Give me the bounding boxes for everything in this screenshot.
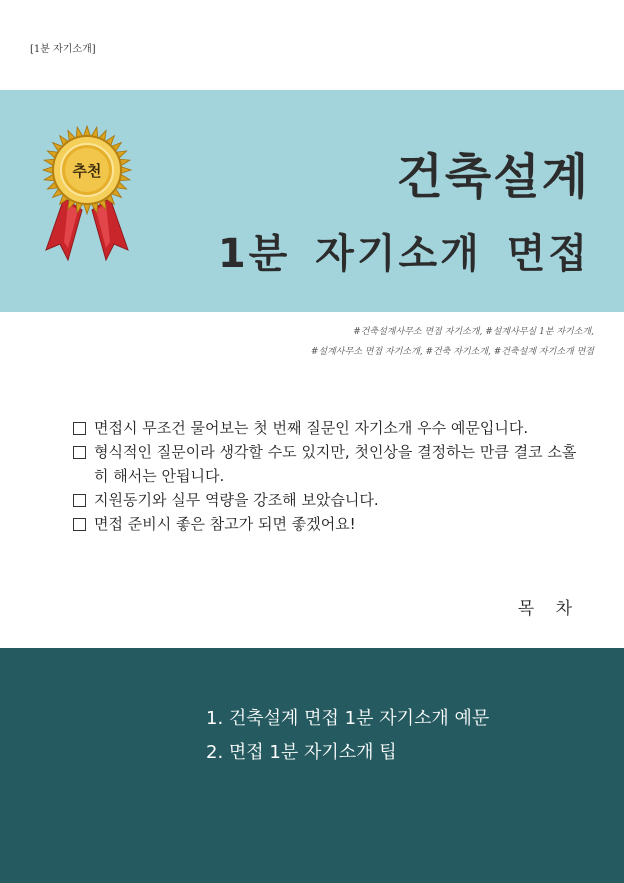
document-title: 건축설계 bbox=[396, 149, 590, 205]
hashtag-block bbox=[174, 322, 594, 362]
medal-label: 추천 bbox=[72, 162, 102, 180]
checklist-item bbox=[72, 488, 582, 512]
checklist-item-text: 형식적인 질문이라 생각할 수도 있지만, 첫인상을 결정하는 만큼 결코 소홀히 해서는 안됩니다. bbox=[94, 443, 577, 485]
document-tag: [1분 자기소개] bbox=[30, 44, 96, 55]
checklist-item-text: 면접 준비시 좋은 참고가 되면 좋겠어요! bbox=[94, 515, 356, 533]
toc-list bbox=[206, 702, 489, 770]
checklist-item-text: 면접시 무조건 물어보는 첫 번째 질문인 자기소개 우수 예문입니다. bbox=[94, 419, 529, 437]
checklist-item-text: 지원동기와 실무 역량을 강조해 보았습니다. bbox=[94, 491, 379, 509]
document-subtitle: 1분 자기소개 면접 bbox=[217, 231, 590, 277]
checkbox-icon bbox=[73, 494, 86, 507]
checkbox-icon bbox=[73, 446, 86, 459]
checklist-item bbox=[72, 416, 582, 440]
checklist-item bbox=[72, 440, 582, 488]
toc-item[interactable]: 1. 건축설계 면접 1분 자기소개 예문 bbox=[206, 708, 490, 729]
recommend-medal-icon bbox=[34, 118, 140, 268]
toc-heading: 목 차 bbox=[517, 599, 580, 619]
summary-checklist bbox=[72, 416, 582, 536]
checkbox-icon bbox=[73, 518, 86, 531]
hashtag-line: #건축설계사무소 면접 자기소개, #설계사무실 1분 자기소개, bbox=[353, 327, 594, 337]
checkbox-icon bbox=[73, 422, 86, 435]
checklist-item bbox=[72, 512, 582, 536]
toc-item[interactable]: 2. 면접 1분 자기소개 팁 bbox=[206, 742, 397, 763]
hashtag-line: #설계사무소 면접 자기소개, #건축 자기소개, #건축설계 자기소개 면접 bbox=[310, 347, 594, 357]
